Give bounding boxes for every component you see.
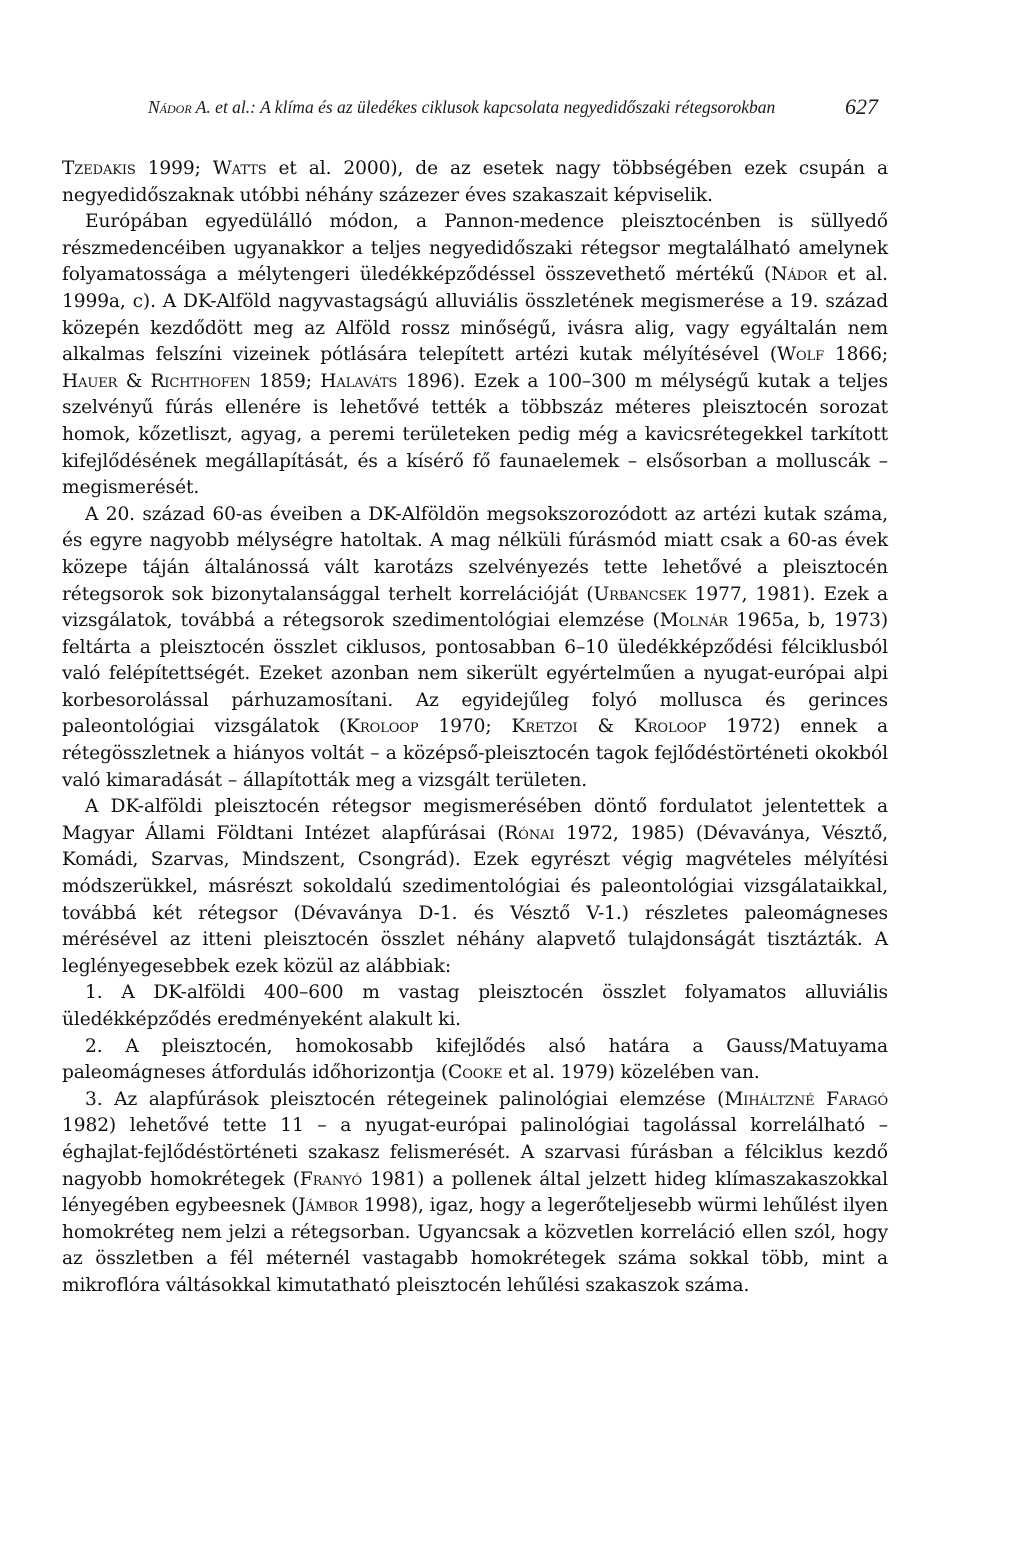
paragraph-text: A DK-alföldi pleisztocén rétegsor megismerésében döntő fordulatot jelentettek a Magyar Állami Földtani Intézet alapfúrásai ( <box>62 796 888 844</box>
citation-author: Tzedakis <box>62 158 136 179</box>
header-author-rest: A. et al.: <box>191 97 261 117</box>
paragraph-text: 1981) a pollenek által jelzett hideg klímaszakaszokkal lényegében egybeesnek ( <box>62 1168 888 1217</box>
paragraph <box>62 1087 888 1300</box>
paragraph-text: et al. 2000), de az esetek nagy többségében ezek csupán a negyedidőszaknak utóbbi néhány százezer éves szakaszait képviselik. <box>62 158 888 206</box>
paragraph-text: 1999; <box>135 158 213 179</box>
paragraph-text: 1982) lehetővé tette 11 – a nyugat-európai palinológiai tagolással korrelálható – éghajlat-fejlődéstörténeti szakasz felismerését. A szarvasi fúrásban a félciklus kezdő nagyobb homokrétegek ( <box>62 1115 888 1190</box>
citation-author: Nádor <box>771 264 828 286</box>
running-header <box>148 94 878 119</box>
paragraph-text: 1859; <box>250 370 321 392</box>
citation-author: Hauer <box>62 370 118 392</box>
citation-author: Molnár <box>659 610 728 632</box>
citation-author: Watts <box>212 158 267 179</box>
paragraph <box>62 502 888 795</box>
citation-author: Rónai <box>504 822 555 844</box>
paragraph <box>62 794 888 980</box>
citation-author: Kroloop <box>346 716 419 738</box>
paragraph-text: 1977, 1981). Ezek a vizsgálatok, továbbá a rétegsorok szedimentológiai elemzése ( <box>62 583 888 632</box>
header-author: Nádor <box>148 97 192 117</box>
paragraph-text: 1965a, b, 1973) feltárta a pleisztocén összlet ciklusos, pontosabban 6–10 üledékképződési félciklusból való felépítettségét. Ezeket azonban nem sikerült egyértelműen a nyugat-európai alpi korbesorolással párhuzamosítani. Az egyidejűleg folyó mollusca és gerinces paleontológiai vizsgálatok ( <box>62 610 889 738</box>
paragraph-text: 2. A pleisztocén, homokosabb kifejlődés alsó határa a Gauss/Matuyama paleomágneses átfordulás időhorizontja ( <box>62 1035 888 1084</box>
citation-author: Cooke <box>448 1062 503 1084</box>
paragraph-text: 1970; <box>418 716 512 738</box>
citation-author: Halaváts <box>320 370 398 392</box>
body-text <box>62 156 888 1300</box>
paragraph-text: & <box>117 370 151 392</box>
paragraph-text: A 20. század 60-as éveiben a DK-Alföldön megsokszorozódott az artézi kutak száma, és egyre nagyobb mélységre hatoltak. A mag nélküli fúrásmód miatt csak a 60-as évek közepe táján általánossá vált karotázs szelvényezés tette lehetővé a pleisztocén rétegsorok sok bizonytalansággal terhelt korrelációját ( <box>62 503 888 605</box>
paragraph <box>62 156 888 209</box>
paragraph <box>62 980 888 1033</box>
paragraph <box>62 209 888 502</box>
paragraph-text: 1972, 1985) (Dévaványa, Vésztő, Komádi, Szarvas, Mindszent, Csongrád). Ezek egyrészt végig magvételes mélyítési módszerükkel, másrészt sokoldalú szedimentológiai és paleontológiai vizsgálataikkal, továbbá két rétegsor (Dévaványa D-1. és Vésztő V-1.) részletes paleomágneses mérésével az itteni pleisztocén összlet néhány alapvető tulajdonságát tisztázták. A leglényegesebbek ezek közül az alábbiak: <box>62 822 888 977</box>
paragraph-text: et al. 1979) közelében van. <box>502 1062 760 1084</box>
citation-author: Miháltzné Faragó <box>724 1088 889 1110</box>
paragraph-text: 1896). Ezek a 100–300 m mélységű kutak a teljes szelvényű fúrás ellenére is lehetővé tették a többszáz méteres pleisztocén sorozat homok, kőzetliszt, agyag, a peremi területeken pedig még a kavicsrétegekkel tarkított kifejlődésének megállapítását, és a kísérő fő faunaelemek – elsősorban a molluscák – megismerését. <box>62 370 888 499</box>
paragraph-text: Európában egyedülálló módon, a Pannon-medence pleisztocénben is süllyedő részmedencéiben ugyanakkor a teljes negyedidőszaki rétegsor megtalálható amelynek folyamatossága a mélytengeri üledékképződéssel összevethető mértékű ( <box>62 211 888 286</box>
paragraph-text: 1. A DK-alföldi 400–600 m vastag pleisztocén összlet folyamatos alluviális üledékképződés eredményeként alakult ki. <box>62 982 888 1030</box>
citation-author: Franyó <box>299 1168 363 1190</box>
citation-author: Richthofen <box>150 370 251 392</box>
citation-author: Jámbor <box>298 1195 359 1217</box>
page-number: 627 <box>845 94 878 119</box>
paragraph-text: 1866; <box>824 344 888 366</box>
paragraph <box>62 1034 888 1087</box>
citation-author: Kroloop <box>633 716 707 738</box>
paragraph-text: & <box>577 716 634 738</box>
citation-author: Urbancsek <box>593 583 687 605</box>
header-title: A klíma és az üledékes ciklusok kapcsolata negyedidőszaki rétegsorokban <box>260 97 776 117</box>
citation-author: Kretzoi <box>511 716 578 738</box>
paragraph-text: 1998), igaz, hogy a legerőteljesebb würmi lehűlést ilyen homokréteg nem jelzi a rétegsorban. Ugyancsak a közvetlen korreláció ellen szól, hogy az összletben a fél méternél vastagabb homokrétegek száma sokkal több, mint a mikroflóra váltásokkal kimutatható pleisztocén lehűlési szakaszok száma. <box>62 1195 888 1296</box>
paragraph-text: et al. 1999a, c). A DK-Alföld nagyvastagságú alluviális összletének megismerése a 19. század közepén kezdődött meg az Alföld rossz minőségű, ivásra alig, vagy egyáltalán nem alkalmas felszíni vizeinek pótlására telepített artézi kutak mélyítésével ( <box>62 264 888 366</box>
paragraph-text: 1972) ennek a rétegösszletnek a hiányos voltát – a középső-pleisztocén tagok fejlődéstörténeti okokból való kimaradását – állapították meg a vizsgált területen. <box>62 716 888 791</box>
paragraph-text: 3. Az alapfúrások pleisztocén rétegeinek palinológiai elemzése ( <box>85 1088 725 1110</box>
citation-author: Wolf <box>777 344 825 366</box>
